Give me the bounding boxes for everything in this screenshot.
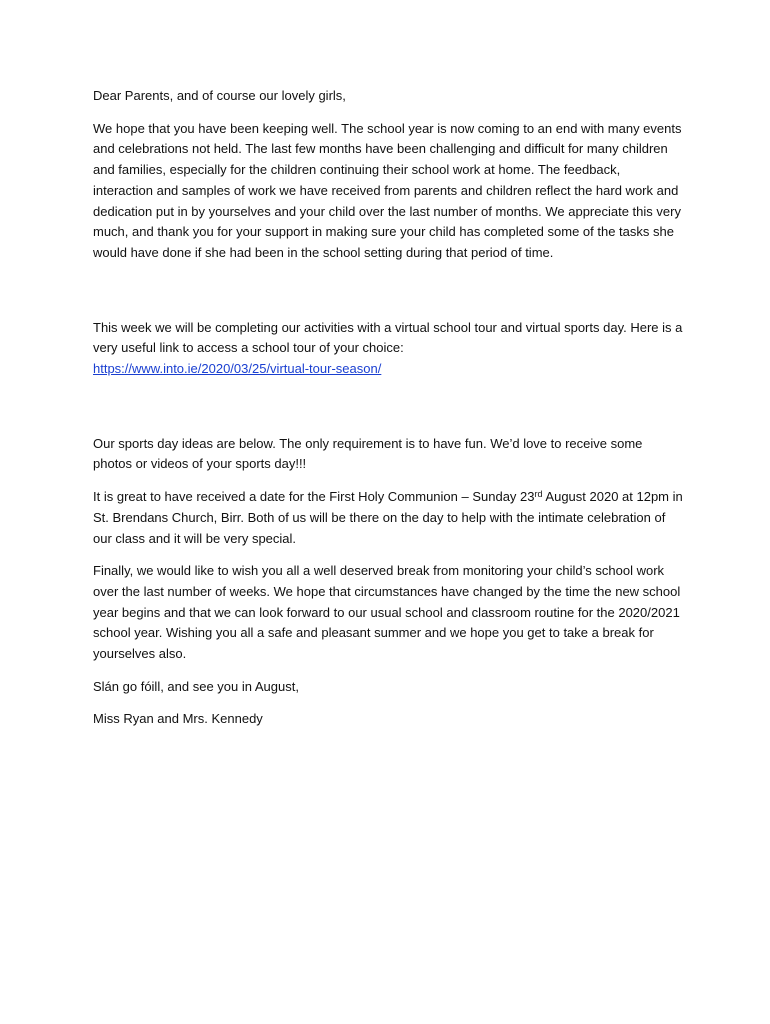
closing-line: Slán go fóill, and see you in August, — [93, 678, 299, 694]
paragraph-summer-wishes: Finally, we would like to wish you all a well deserved break from monitoring your child’s school work over the last number of weeks. We hope that circumstances have changed by the time the new school year begins and that we can look forward to our usual school and classroom routine for the 2020/2021 school year. Wishing you all a safe and pleasant summer and we hope you get to take a break for yourselves also. — [93, 563, 681, 662]
ordinal-suffix: rd — [534, 489, 543, 500]
paragraph-communion — [93, 487, 683, 549]
communion-text-before: It is great to have received a date for the First Holy Communion – Sunday 23 — [93, 489, 535, 505]
communion-text-after: August 2020 at 12pm in St. Brendans Church, Birr. Both of us will be there on the day to help with the intimate celebration of our class and it will be very special. — [93, 489, 683, 546]
paragraph-virtual-tour — [93, 318, 683, 380]
paragraph-keeping-well: We hope that you have been keeping well. The school year is now coming to an end with many events and celebrations not held. The last few months have been challenging and difficult for many children and families, especially for the children continuing their school work at home. The feedback, interaction and samples of work we have received from parents and children reflect the hard work and dedication put in by yourselves and your child over the last number of months. We appreciate this very much, and thank you for your support in making sure your child has completed some of the tasks she would have done if she had been in the school setting during that period of time. — [93, 120, 682, 260]
salutation: Dear Parents, and of course our lovely girls, — [93, 88, 346, 103]
letter-body — [93, 86, 683, 730]
school-tour-link[interactable]: https://www.into.ie/2020/03/25/virtual-tour-season/ — [93, 361, 382, 377]
paragraph-sports-day: Our sports day ideas are below. The only requirement is to have fun. We’d love to receive some photos or videos of your sports day!!! — [93, 435, 643, 472]
paragraph-virtual-tour-text: This week we will be completing our activities with a virtual school tour and virtual sports day. Here is a very useful link to access a school tour of your choice: — [93, 319, 683, 356]
signature-names: Miss Ryan and Mrs. Kennedy — [93, 711, 263, 727]
